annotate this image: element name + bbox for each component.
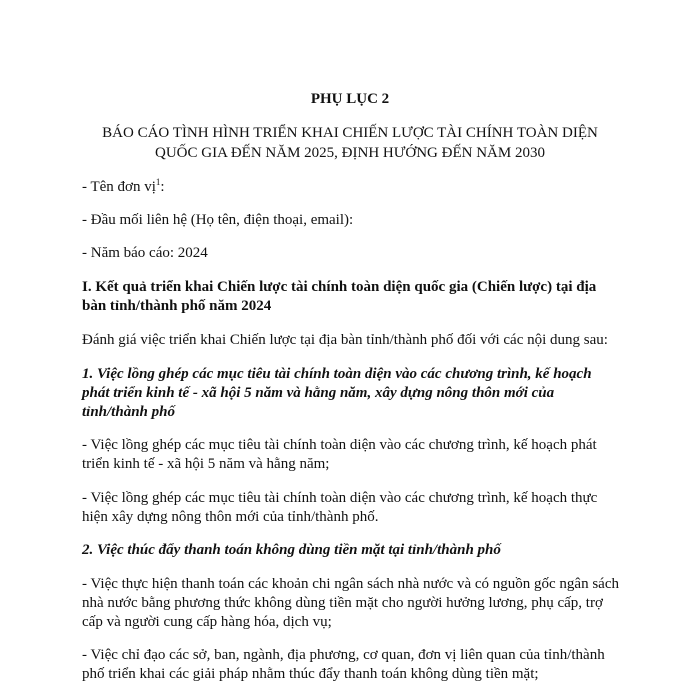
subsection-1-item-1-line-2: triển kinh tế - xã hội 5 năm và hằng năm; [82, 456, 330, 472]
subsection-2-item-1-line-3: cấp và người cung cấp hàng hóa, dịch vụ; [82, 614, 332, 630]
report-title-line-1: BÁO CÁO TÌNH HÌNH TRIỂN KHAI CHIẾN LƯỢC TÀI CHÍNH TOÀN DIỆN [102, 125, 598, 141]
report-title-line-2: QUỐC GIA ĐẾN NĂM 2025, ĐỊNH HƯỚNG ĐẾN NĂM 2030 [155, 145, 545, 161]
section-1-heading-line-1: I. Kết quả triển khai Chiến lược tài chính toàn diện quốc gia (Chiến lược) tại địa [82, 279, 597, 295]
subsection-2-item-1-line-1: - Việc thực hiện thanh toán các khoản chi ngân sách nhà nước và có nguồn gốc ngân sách [82, 576, 619, 592]
section-1-heading-line-2: bàn tỉnh/thành phố năm 2024 [82, 298, 272, 314]
contact-field: - Đầu mối liên hệ (Họ tên, điện thoại, email): [82, 212, 354, 228]
report-year-field: - Năm báo cáo: 2024 [82, 245, 208, 261]
subsection-1-item-1-line-1: - Việc lồng ghép các mục tiêu tài chính toàn diện vào các chương trình, kế hoạch phát [82, 437, 597, 453]
subsection-2-item-2-line-1: - Việc chỉ đạo các sở, ban, ngành, địa phương, cơ quan, đơn vị liên quan của tỉnh/thành [82, 647, 605, 663]
section-1-intro: Đánh giá việc triển khai Chiến lược tại địa bàn tỉnh/thành phố đối với các nội dung sau: [82, 332, 608, 348]
subsection-1-heading-line-2: phát triển kinh tế - xã hội 5 năm và hằng năm, xây dựng nông thôn mới của [82, 385, 555, 401]
subsection-1-heading-line-1: 1. Việc lồng ghép các mục tiêu tài chính toàn diện vào các chương trình, kế hoạch [82, 366, 592, 382]
unit-name-colon: : [160, 179, 165, 195]
unit-name-field [82, 177, 622, 197]
subsection-2-item-1-line-2: nhà nước bằng phương thức không dùng tiền mặt cho người hưởng lương, phụ cấp, trợ [82, 595, 603, 611]
subsection-2-item-2-line-2: phố triển khai các giải pháp nhằm thúc đẩy thanh toán không dùng tiền mặt; [82, 666, 539, 682]
subsection-1-item-2-line-2: hiện xây dựng nông thôn mới của tỉnh/thành phố. [82, 509, 379, 525]
subsection-1-heading-line-3: tỉnh/thành phố [82, 404, 175, 420]
unit-name-label: - Tên đơn vị [82, 179, 156, 195]
footnote-marker[interactable]: 1 [155, 177, 161, 187]
subsection-2-heading: 2. Việc thúc đẩy thanh toán không dùng tiền mặt tại tỉnh/thành phố [82, 542, 501, 558]
subsection-1-item-2-line-1: - Việc lồng ghép các mục tiêu tài chính toàn diện vào các chương trình, kế hoạch thực [82, 490, 598, 506]
appendix-title: PHỤ LỤC 2 [310, 91, 390, 107]
